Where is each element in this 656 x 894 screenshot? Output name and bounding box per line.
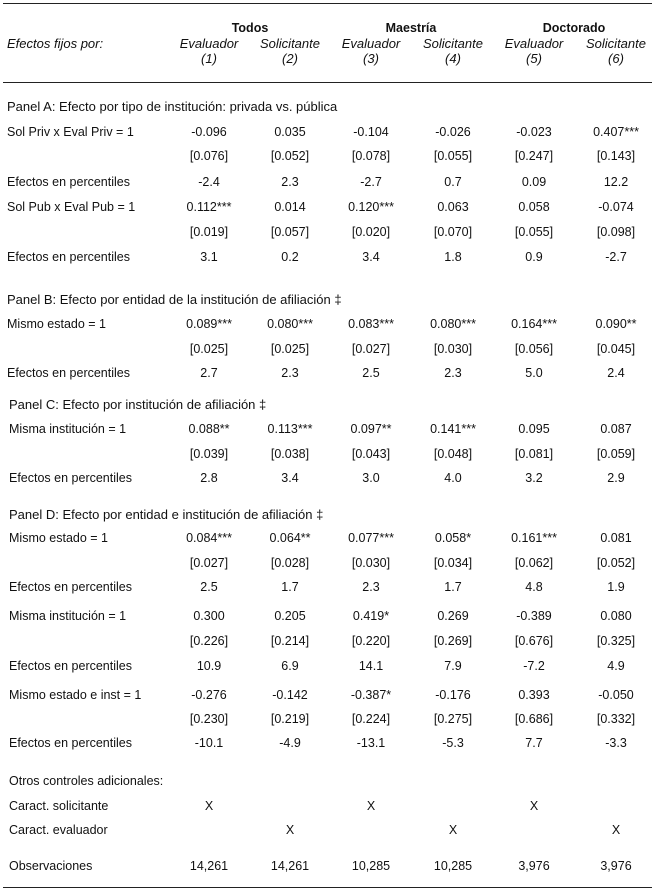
group-header-todos: Todos — [231, 21, 269, 35]
row-label: Efectos en percentiles — [7, 366, 130, 380]
table-cell-col-3: 0.120*** — [348, 200, 394, 214]
group-header-doctorado: Doctorado — [542, 21, 606, 35]
bottom-rule — [3, 887, 652, 888]
table-cell-col-3: 2.5 — [362, 366, 380, 380]
table-cell-col-4: -5.3 — [442, 736, 464, 750]
table-cell-col-1: 0.088** — [188, 422, 230, 436]
table-cell-col-2: [0.025] — [270, 342, 310, 356]
table-cell-col-2: 0.205 — [274, 609, 306, 623]
table-cell-col-5: 3.2 — [525, 471, 543, 485]
table-cell-col-2: 0.064** — [269, 531, 311, 545]
table-cell-col-1: 10.9 — [196, 659, 222, 673]
table-cell-col-4: [0.030] — [433, 342, 473, 356]
table-cell-col-2: 6.9 — [281, 659, 299, 673]
row-label: Efectos en percentiles — [7, 250, 130, 264]
table-cell-col-3: [0.078] — [351, 149, 391, 163]
table-cell-col-1: [0.019] — [189, 225, 229, 239]
table-cell-col-4: 1.7 — [444, 580, 462, 594]
table-cell-col-5: X — [529, 799, 539, 813]
table-cell-col-2: 0.113*** — [267, 422, 313, 436]
row-label: Otros controles adicionales: — [9, 774, 164, 788]
table-cell-col-5: 0.058 — [518, 200, 550, 214]
table-cell-col-5: 0.9 — [525, 250, 543, 264]
table-cell-col-4: 0.7 — [444, 175, 462, 189]
subheader-col-2: Solicitante — [260, 36, 320, 51]
table-cell-col-5: [0.055] — [514, 225, 554, 239]
table-cell-col-2: -0.142 — [272, 688, 308, 702]
table-cell-col-5: [0.686] — [514, 712, 554, 726]
table-cell-col-5: 0.161*** — [511, 531, 557, 545]
table-cell-col-2: [0.028] — [270, 556, 310, 570]
table-cell-col-3: 0.083*** — [348, 317, 394, 331]
table-cell-col-3: [0.220] — [351, 634, 391, 648]
table-cell-col-4: 0.080*** — [430, 317, 476, 331]
table-cell-col-2: [0.057] — [270, 225, 310, 239]
subheader-col-1: Evaluador — [179, 36, 239, 51]
row-label: Efectos en percentiles — [7, 175, 130, 189]
row-label: Sol Pub x Eval Pub = 1 — [7, 200, 136, 214]
table-cell-col-6: 0.081 — [600, 531, 632, 545]
table-cell-col-5: 3,976 — [518, 859, 550, 873]
table-cell-col-6: -2.7 — [605, 250, 627, 264]
table-cell-col-1: [0.226] — [189, 634, 229, 648]
table-cell-col-6: 2.4 — [607, 366, 625, 380]
table-cell-col-5: [0.081] — [514, 447, 554, 461]
table-cell-col-3: 14.1 — [358, 659, 384, 673]
table-cell-col-6: 0.080 — [600, 609, 632, 623]
table-cell-col-4: [0.055] — [433, 149, 473, 163]
table-cell-col-3: 0.077*** — [348, 531, 394, 545]
table-cell-col-6: [0.098] — [596, 225, 636, 239]
table-cell-col-1: 0.084*** — [186, 531, 232, 545]
subheader-col-3: Evaluador — [341, 36, 401, 51]
table-cell-col-6: [0.059] — [596, 447, 636, 461]
table-cell-col-1: 3.1 — [200, 250, 218, 264]
table-cell-col-4: X — [448, 823, 458, 837]
row-label: Efectos en percentiles — [9, 580, 132, 594]
table-cell-col-2: [0.214] — [270, 634, 310, 648]
subheader-col-5: Evaluador — [504, 36, 564, 51]
row-label: Efectos en percentiles — [9, 659, 132, 673]
table-cell-col-1: 2.5 — [200, 580, 218, 594]
row-label: Sol Priv x Eval Priv = 1 — [7, 125, 134, 139]
header-rule — [3, 82, 652, 83]
table-cell-col-2: 2.3 — [281, 366, 299, 380]
panel-d-title: Panel D: Efecto por entidad e institución de afiliación ‡ — [9, 507, 324, 522]
table-cell-col-1: [0.027] — [189, 556, 229, 570]
table-cell-col-3: 3.0 — [362, 471, 380, 485]
table-cell-col-4: 0.058* — [434, 531, 472, 545]
table-cell-col-3: [0.020] — [351, 225, 391, 239]
table-cell-col-3: 10,285 — [351, 859, 391, 873]
table-cell-col-4: 7.9 — [444, 659, 462, 673]
table-cell-col-6: [0.332] — [596, 712, 636, 726]
table-cell-col-1: -2.4 — [198, 175, 220, 189]
table-cell-col-2: 0.035 — [274, 125, 306, 139]
table-cell-col-5: 7.7 — [525, 736, 543, 750]
table-cell-col-6: 3,976 — [600, 859, 632, 873]
table-cell-col-3: [0.027] — [351, 342, 391, 356]
table-cell-col-3: [0.043] — [351, 447, 391, 461]
table-cell-col-2: 3.4 — [281, 471, 299, 485]
table-cell-col-5: 0.164*** — [511, 317, 557, 331]
table-cell-col-5: [0.062] — [514, 556, 554, 570]
table-cell-col-6: [0.143] — [596, 149, 636, 163]
colnum-1: (1) — [201, 51, 217, 66]
table-cell-col-6: -0.050 — [598, 688, 634, 702]
group-header-maestria: Maestría — [385, 21, 437, 35]
table-cell-col-4: -0.176 — [435, 688, 471, 702]
table-cell-col-1: 2.7 — [200, 366, 218, 380]
table-cell-col-4: [0.034] — [433, 556, 473, 570]
table-cell-col-2: -4.9 — [279, 736, 301, 750]
table-cell-col-2: X — [285, 823, 295, 837]
table-cell-col-5: -7.2 — [523, 659, 545, 673]
table-cell-col-1: [0.025] — [189, 342, 229, 356]
colnum-5: (5) — [526, 51, 542, 66]
table-cell-col-6: -0.074 — [598, 200, 634, 214]
subheader-col-6: Solicitante — [586, 36, 646, 51]
subheader-col-4: Solicitante — [423, 36, 483, 51]
row-label: Misma institución = 1 — [9, 422, 127, 436]
table-cell-col-4: -0.026 — [435, 125, 471, 139]
table-cell-col-6: X — [611, 823, 621, 837]
row-label: Mismo estado = 1 — [9, 531, 109, 545]
table-cell-col-3: X — [366, 799, 376, 813]
panel-b-title: Panel B: Efecto por entidad de la institución de afiliación ‡ — [7, 292, 342, 307]
table-cell-col-4: 4.0 — [444, 471, 462, 485]
colnum-3: (3) — [363, 51, 379, 66]
table-cell-col-4: [0.048] — [433, 447, 473, 461]
table-cell-col-5: [0.247] — [514, 149, 554, 163]
table-cell-col-3: -13.1 — [356, 736, 386, 750]
table-cell-col-6: 1.9 — [607, 580, 625, 594]
table-cell-col-5: -0.023 — [516, 125, 552, 139]
table-cell-col-6: [0.052] — [596, 556, 636, 570]
table-cell-col-6: [0.325] — [596, 634, 636, 648]
table-cell-col-2: 14,261 — [270, 859, 310, 873]
table-cell-col-1: [0.076] — [189, 149, 229, 163]
table-cell-col-3: -0.104 — [353, 125, 389, 139]
table-cell-col-5: 0.095 — [518, 422, 550, 436]
table-cell-col-4: 1.8 — [444, 250, 462, 264]
table-cell-col-6: 12.2 — [603, 175, 629, 189]
efectos-fijos-label: Efectos fijos por: — [7, 36, 104, 51]
table-cell-col-3: -2.7 — [360, 175, 382, 189]
table-cell-col-5: 0.393 — [518, 688, 550, 702]
table-cell-col-5: 5.0 — [525, 366, 543, 380]
table-cell-col-2: [0.052] — [270, 149, 310, 163]
table-cell-col-5: -0.389 — [516, 609, 552, 623]
row-label: Caract. solicitante — [9, 799, 109, 813]
table-cell-col-6: 0.087 — [600, 422, 632, 436]
table-cell-col-4: [0.275] — [433, 712, 473, 726]
table-cell-col-3: [0.030] — [351, 556, 391, 570]
row-label: Observaciones — [9, 859, 93, 873]
table-cell-col-1: X — [204, 799, 214, 813]
table-cell-col-1: -0.276 — [191, 688, 227, 702]
table-cell-col-2: 0.2 — [281, 250, 299, 264]
panel-c-title: Panel C: Efecto por institución de afiliación ‡ — [9, 397, 267, 412]
panel-a-title: Panel A: Efecto por tipo de institución: privada vs. pública — [7, 99, 338, 114]
table-cell-col-4: 0.269 — [437, 609, 469, 623]
table-cell-col-1: [0.230] — [189, 712, 229, 726]
table-cell-col-1: 2.8 — [200, 471, 218, 485]
table-cell-col-2: [0.038] — [270, 447, 310, 461]
table-cell-col-6: 0.407*** — [593, 125, 639, 139]
table-cell-col-6: 0.090** — [595, 317, 637, 331]
colnum-4: (4) — [445, 51, 461, 66]
table-cell-col-3: [0.224] — [351, 712, 391, 726]
row-label: Mismo estado = 1 — [7, 317, 107, 331]
table-cell-col-5: 4.8 — [525, 580, 543, 594]
row-label: Efectos en percentiles — [9, 471, 132, 485]
table-cell-col-1: [0.039] — [189, 447, 229, 461]
table-cell-col-2: 2.3 — [281, 175, 299, 189]
table-cell-col-5: 0.09 — [521, 175, 547, 189]
colnum-6: (6) — [608, 51, 624, 66]
table-cell-col-4: [0.070] — [433, 225, 473, 239]
table-cell-col-5: [0.056] — [514, 342, 554, 356]
table-cell-col-3: 0.419* — [352, 609, 390, 623]
table-cell-col-4: 0.063 — [437, 200, 469, 214]
table-cell-col-3: 3.4 — [362, 250, 380, 264]
table-cell-col-2: [0.219] — [270, 712, 310, 726]
top-rule — [3, 3, 652, 4]
table-cell-col-4: 0.141*** — [430, 422, 476, 436]
table-cell-col-3: 2.3 — [362, 580, 380, 594]
table-cell-col-2: 0.080*** — [267, 317, 313, 331]
table-cell-col-4: 10,285 — [433, 859, 473, 873]
table-cell-col-6: -3.3 — [605, 736, 627, 750]
table-cell-col-1: -0.096 — [191, 125, 227, 139]
row-label: Mismo estado e inst = 1 — [9, 688, 142, 702]
table-cell-col-1: 0.089*** — [186, 317, 232, 331]
table-cell-col-2: 1.7 — [281, 580, 299, 594]
table-cell-col-4: [0.269] — [433, 634, 473, 648]
table-cell-col-1: 0.300 — [193, 609, 225, 623]
table-cell-col-6: 4.9 — [607, 659, 625, 673]
row-label: Efectos en percentiles — [9, 736, 132, 750]
table-cell-col-4: 2.3 — [444, 366, 462, 380]
table-cell-col-6: 2.9 — [607, 471, 625, 485]
table-cell-col-1: 14,261 — [189, 859, 229, 873]
table-cell-col-1: 0.112*** — [186, 200, 232, 214]
table-cell-col-5: [0.676] — [514, 634, 554, 648]
table-cell-col-3: 0.097** — [350, 422, 392, 436]
table-cell-col-1: -10.1 — [194, 736, 224, 750]
row-label: Misma institución = 1 — [9, 609, 127, 623]
table-cell-col-3: -0.387* — [350, 688, 392, 702]
table-cell-col-6: [0.045] — [596, 342, 636, 356]
row-label: Caract. evaluador — [9, 823, 108, 837]
table-cell-col-2: 0.014 — [274, 200, 306, 214]
colnum-2: (2) — [282, 51, 298, 66]
